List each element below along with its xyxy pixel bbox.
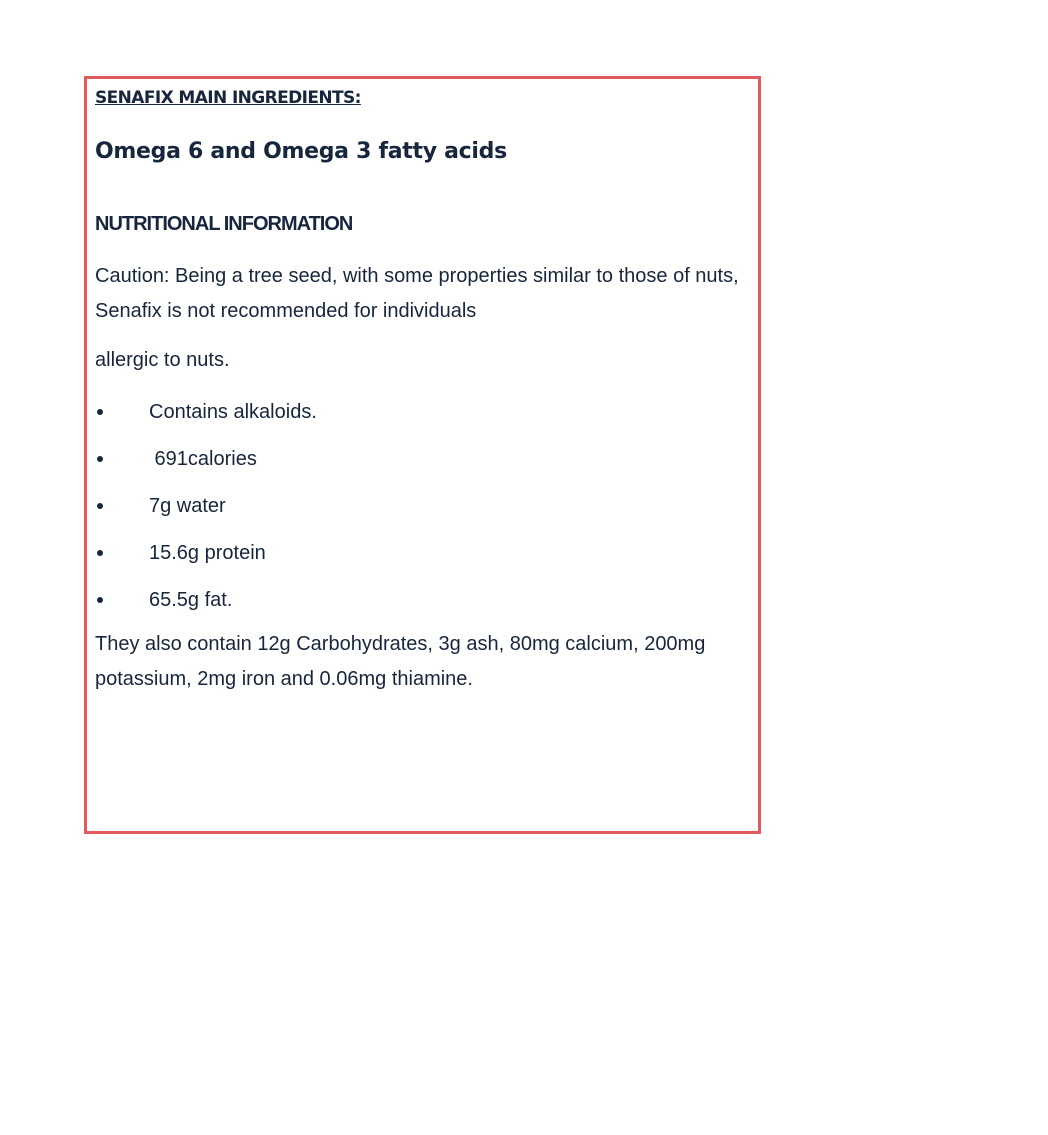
list-item-text: Contains alkaloids. — [149, 401, 317, 423]
additional-nutrients-paragraph: They also contain 12g Carbohydrates, 3g ash, 80mg calcium, 200mg potassium, 2mg iron and 0.06mg thiamine. — [95, 633, 706, 690]
nutrition-heading: NUTRITIONAL INFORMATION — [95, 213, 353, 235]
bullet-icon — [97, 409, 103, 415]
list-item — [95, 585, 233, 632]
omega-heading: Omega 6 and Omega 3 fatty acids — [95, 139, 507, 164]
bullet-icon — [97, 597, 103, 603]
list-item — [95, 538, 266, 585]
bullet-icon — [97, 456, 103, 462]
list-item — [95, 491, 226, 538]
list-item-text: 15.6g protein — [149, 542, 266, 564]
list-item-text: 691calories — [149, 448, 257, 470]
caution-paragraph: Caution: Being a tree seed, with some properties similar to those of nuts, Senafix is not recommended for individuals — [95, 265, 739, 322]
bullet-icon — [97, 503, 103, 509]
list-item-text: 65.5g fat. — [149, 589, 233, 611]
bullet-icon — [97, 550, 103, 556]
list-item — [95, 397, 317, 444]
allergic-paragraph: allergic to nuts. — [95, 349, 230, 371]
list-item — [95, 444, 257, 491]
list-item-text: 7g water — [149, 495, 226, 517]
ingredients-box — [84, 76, 761, 834]
ingredients-heading: SENAFIX MAIN INGREDIENTS: — [95, 88, 361, 108]
nutrition-list — [95, 397, 317, 632]
